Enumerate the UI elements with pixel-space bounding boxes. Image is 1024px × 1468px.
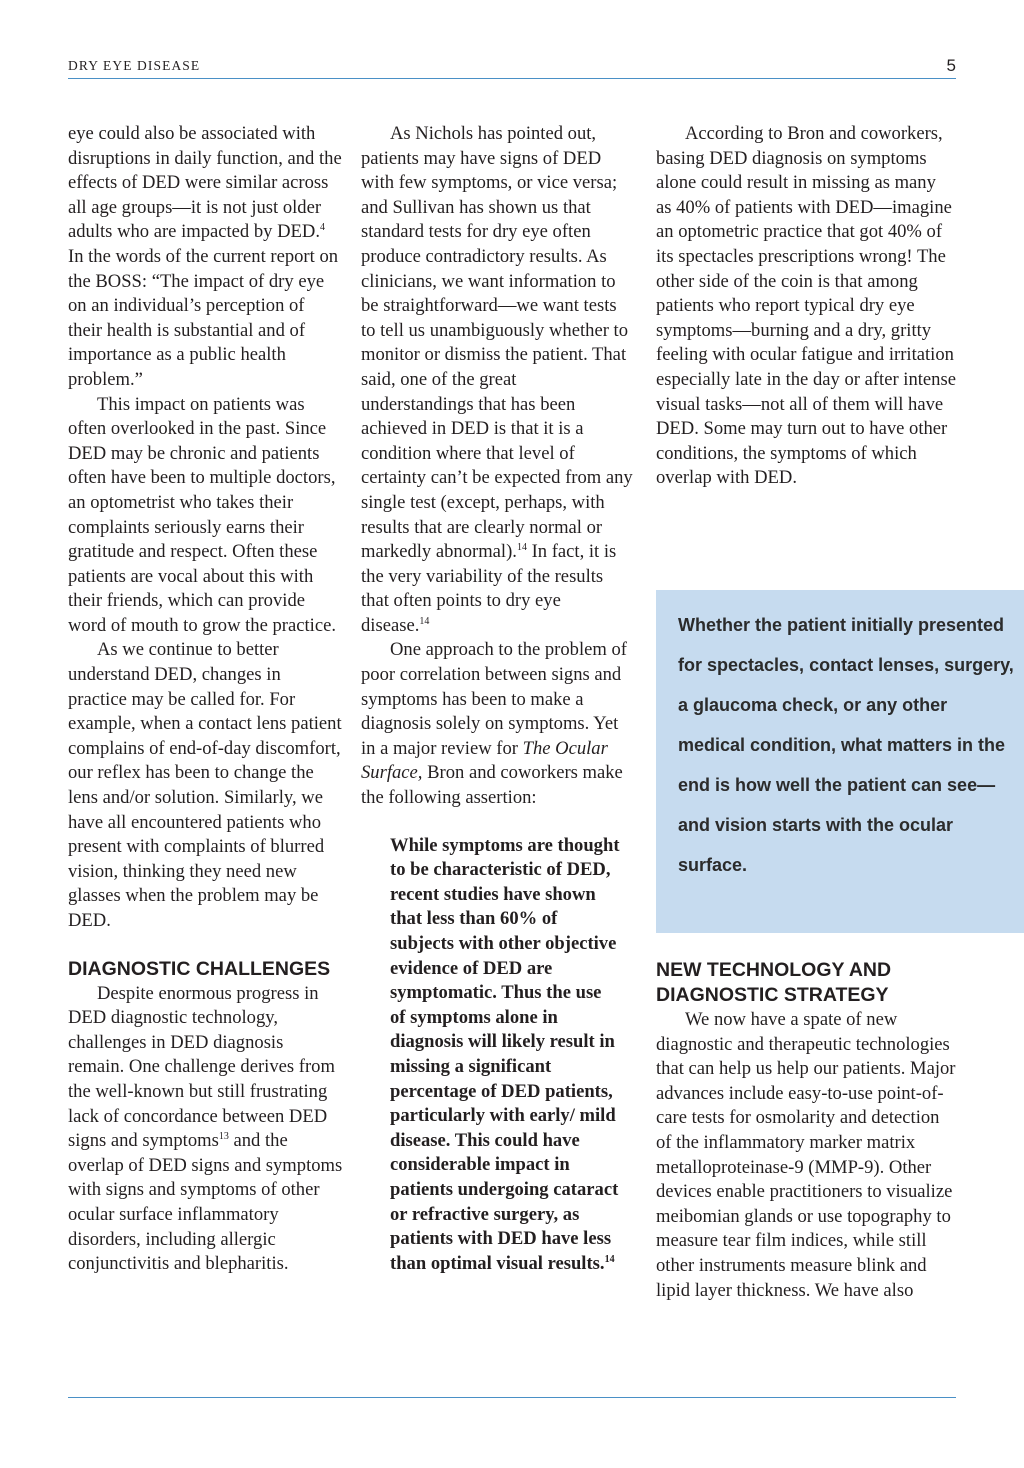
paragraph: One approach to the problem of poor correlation between signs and symptoms has been to make a diagnosis solely on symptoms. Yet in a major review for The Ocular Surface, Bron and coworkers make the following assertion: <box>361 639 627 809</box>
block-quote: While symptoms are thought to be characteristic of DED, recent studies have shown that less than 60% of subjects with other objective evidence of DED are symptomatic. Thus the use of symptoms alone in diagnosis will likely result in missing a significant percentage of DED patients, particularly with early/ mild disease. This could have considerable impact in patients undergoing cataract or refractive surgery, as patients with DED have less than optimal visual results.$^{14}$ <box>390 834 620 1274</box>
paragraph: As we continue to better understand DED, changes in practice may be called for. For example, when a contact lens patient complains of end-of-day discomfort, our reflex has been to change the lens and/or solution. Similarly, we have all encountered patients who present with complaints of blurred vision, thinking they need new glasses when the problem may be DED. <box>68 639 342 931</box>
section-heading: NEW TECHNOLOGY AND DIAGNOSTIC STRATEGY <box>656 959 892 1006</box>
reference: 14 <box>419 615 430 627</box>
running-head: DRY EYE DISEASE <box>68 58 201 73</box>
reference: 14 <box>516 541 527 553</box>
page-number: 5 <box>946 56 956 75</box>
section-heading: DIAGNOSTIC CHALLENGES <box>68 957 331 980</box>
column-3 <box>656 122 956 491</box>
reference: 4 <box>319 222 325 234</box>
paragraph: eye could also be associated with disruptions in daily function, and the effects of DED were similar across all age groups—it is not just older adults who are impacted by DED.$^4$ In the words of the current report on the BOSS: “The impact of dry eye on an individual’s perception of their health is substantial and of importance as a public health problem.” <box>68 123 342 390</box>
reference: 14 <box>604 1253 615 1265</box>
callout-box <box>656 590 1024 933</box>
callout-text: Whether the patient initially presented for spectacles, contact lenses, surgery, a glaucoma check, or any other medical condition, what matters in the end is how well the patient can see—and vision starts with the ocular surface. <box>678 615 1014 875</box>
paragraph: As Nichols has pointed out, patients may have signs of DED with few symptoms, or vice versa; and Sullivan has shown us that standard tests for dry eye often produce contradictory results. As clinicians, we want information to be straightforward—we want tests to tell us unambiguously whether to monitor or dismiss the patient. That said, one of the great understandings that has been achieved in DED is that it is a condition where that level of certainty can’t be expected from any single test (except, perhaps, with results that are clearly normal or markedly abnormal).$^{14}$ In fact, it is the very variability of the results that often points to dry eye disease.$^{14}$ <box>361 123 633 636</box>
page-header <box>68 56 956 78</box>
reference: 13 <box>218 1130 229 1142</box>
paragraph: According to Bron and coworkers, basing DED diagnosis on symptoms alone could result in missing as many as 40% of patients with DED—imagine an optometric practice that got 40% of its spectacles prescriptions wrong! The other side of the coin is that among patients who report typical dry eye symptoms—burning and a dry, gritty feeling with ocular fatigue and irritation especially late in the day or after intense visual tasks—not all of them will have DED. Some may turn out to have other conditions, the symptoms of which overlap with DED. <box>656 123 956 489</box>
column-1 <box>68 122 343 1277</box>
footer-rule <box>68 1397 956 1398</box>
column-2 <box>361 122 633 1276</box>
header-rule <box>68 78 956 79</box>
paragraph: We now have a spate of new diagnostic and therapeutic technologies that can help us help our patients. Major advances include easy-to-use point-of-care tests for osmolarity and detection of the inflammatory marker matrix metalloproteinase-9 (MMP-9). Other devices enable practitioners to visualize meibomian glands or use topography to measure tear film indices, while still other instruments measure blink and lipid layer thickness. We have also <box>656 1009 956 1301</box>
paragraph: Despite enormous progress in DED diagnostic technology, challenges in DED diagnosis remain. One challenge derives from the well-known but still frustrating lack of concordance between DED signs and symptoms$^{13}$ and the overlap of DED signs and symptoms with signs and symptoms of other ocular surface inflammatory disorders, including allergic conjunctivitis and blepharitis. <box>68 982 343 1275</box>
column-3-lower <box>656 958 956 1303</box>
paragraph: This impact on patients was often overlooked in the past. Since DED may be chronic and patients often have been to multiple doctors, an optometrist who takes their complaints seriously earns their gratitude and respect. Often these patients are vocal about this with their friends, which can provide word of mouth to grow the practice. <box>68 393 336 636</box>
journal-title: The Ocular Surface, <box>361 737 608 784</box>
